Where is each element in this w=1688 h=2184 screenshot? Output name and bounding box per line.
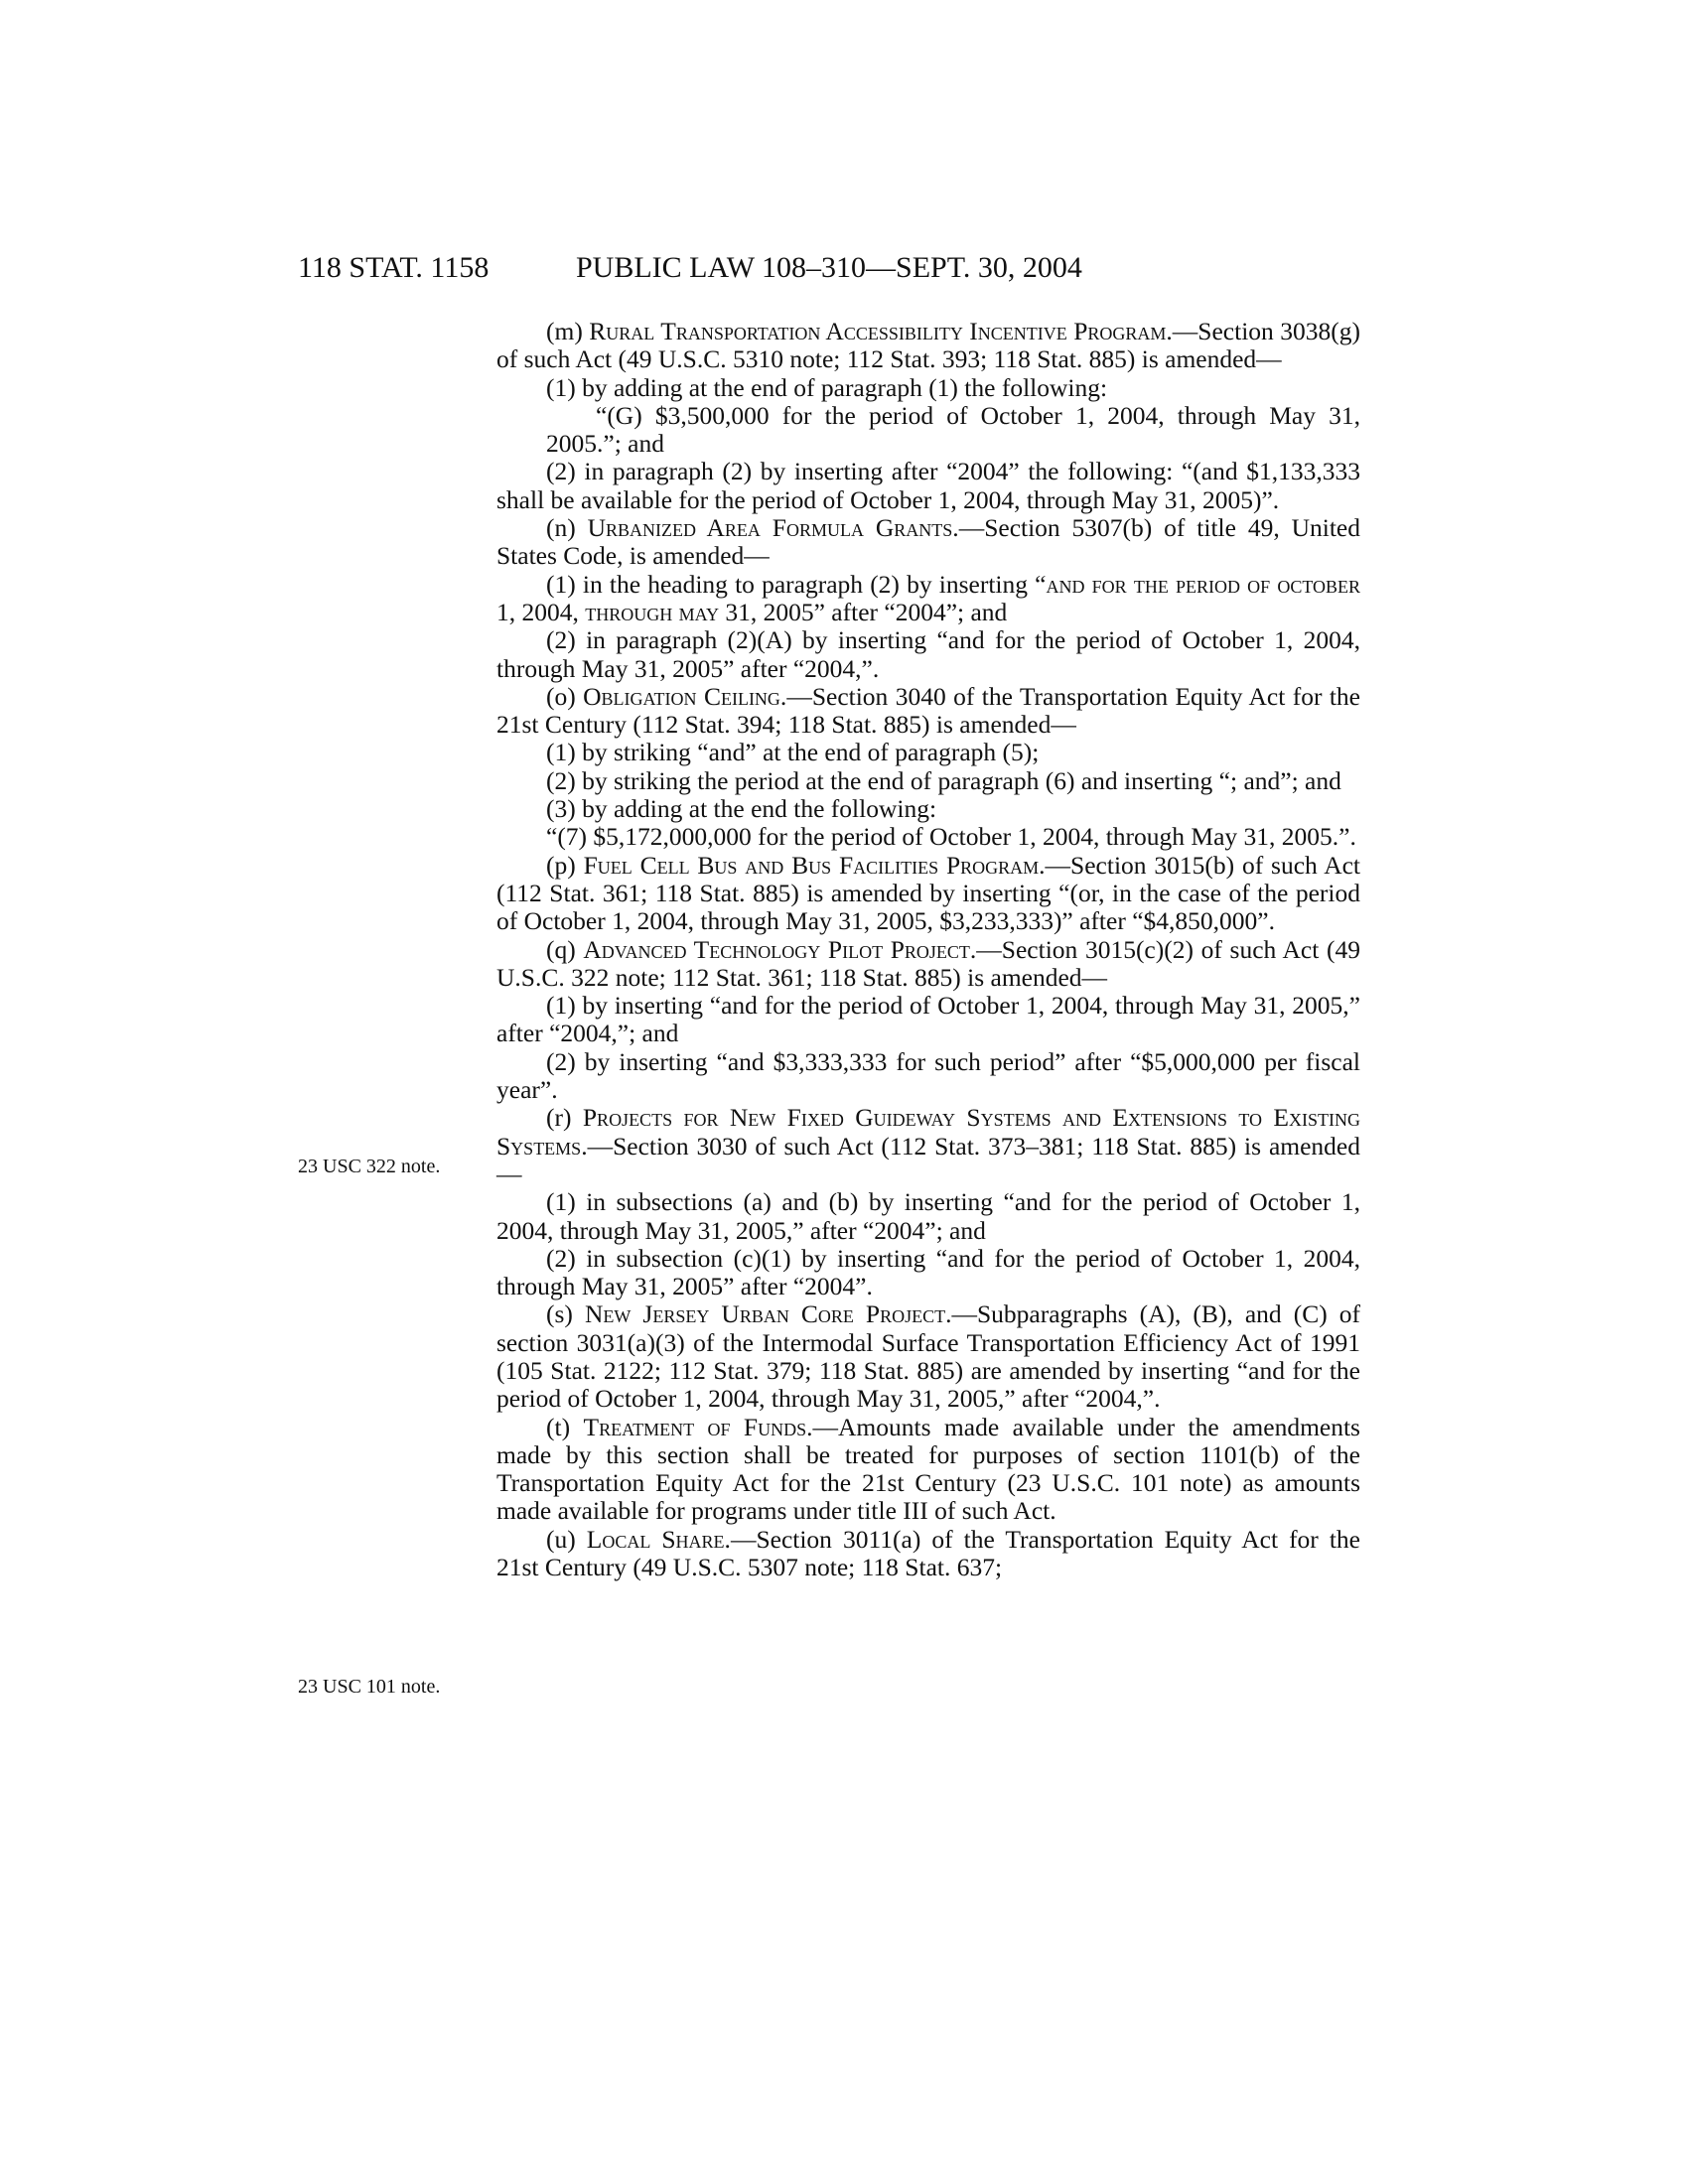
margin-note-101: 23 USC 101 note. (298, 1676, 441, 1698)
subsection-m-2: (2) in paragraph (2) by inserting after “2004” the following: “(and $1,133,333 shall be available for the period of October 1, 2004, through May 31, 2005)”. (496, 457, 1360, 514)
public-law-title: PUBLIC LAW 108–310—SEPT. 30, 2004 (576, 251, 1082, 284)
subsection-n-2: (2) in paragraph (2)(A) by inserting “and for the period of October 1, 2004, through May 31, 2005” after “2004,”. (496, 625, 1360, 683)
subsection-m-1-G: “(G) $3,500,000 for the period of October 1, 2004, through May 31, 2005.”; and (546, 400, 1360, 459)
subsection-o-1: (1) by striking “and” at the end of paragraph (5); (546, 738, 1040, 767)
page-header (0, 248, 1688, 288)
subsection-t-heading: Treatment of Funds. (583, 1412, 813, 1441)
subsection-q-heading: Advanced Technology Pilot Project. (583, 934, 977, 964)
subsection-o-3-7: “(7) $5,172,000,000 for the period of October 1, 2004, through May 31, 2005.”. (546, 822, 1356, 852)
subsection-n-1: (1) in the heading to paragraph (2) by inserting “and for the period of october 1, 2004, through may 31, 2005” after “2004”; and (496, 569, 1360, 626)
statute-citation: 118 STAT. 1158 (298, 251, 490, 284)
subsection-n: (n) Urbanized Area Formula Grants.—Section 5307(b) of title 49, United States Code, is amended— (496, 513, 1361, 571)
subsection-s-heading: New Jersey Urban Core Project. (584, 1299, 952, 1329)
subsection-p: (p) Fuel Cell Bus and Bus Facilities Program.—Section 3015(b) of such Act (112 Stat. 361; 118 Stat. 885) is amended by inserting “(or, in the case of the period of October 1, 2004, through May 31, 2005, $3,233,333)” after “$4,850,000”. (496, 850, 1361, 936)
subsection-t: (t) Treatment of Funds.—Amounts made available under the amendments made by this section shall be treated for purposes of section 1101(b) of the Transportation Equity Act for the 21st Century (23 U.S.C. 101 note) as amounts made available for programs under title III of such Act. (496, 1412, 1360, 1526)
subsection-u: (u) Local Share.—Section 3011(a) of the Transportation Equity Act for the 21st Century (49 U.S.C. 5307 note; 118 Stat. 637; (496, 1524, 1360, 1582)
subsection-o-2: (2) by striking the period at the end of paragraph (6) and inserting “; and”; and (546, 765, 1341, 795)
subsection-q-2: (2) by inserting “and $3,333,333 for such period” after “$5,000,000 per fiscal year”. (496, 1046, 1360, 1105)
subsection-p-heading: Fuel Cell Bus and Bus Facilities Program. (583, 850, 1046, 880)
subsection-o-heading: Obligation Ceiling. (583, 681, 787, 711)
subsection-o: (o) Obligation Ceiling.—Section 3040 of the Transportation Equity Act for the 21st Century (112 Stat. 394; 118 Stat. 885) is amended— (496, 681, 1360, 740)
subsection-n-heading: Urbanized Area Formula Grants. (587, 513, 959, 543)
subsection-r-heading: Projects for New Fixed Guideway Systems and Extensions to Existing Systems. (496, 1103, 1360, 1160)
subsection-m-heading: Rural Transportation Accessibility Incentive Program. (589, 317, 1173, 345)
subsection-q-1: (1) by inserting “and for the period of October 1, 2004, through May 31, 2005,” after “2004,”; and (496, 991, 1360, 1048)
subsection-r-1: (1) in subsections (a) and (b) by inserting “and for the period of October 1, 2004, through May 31, 2005,” after “2004”; and (496, 1187, 1360, 1245)
body-text (496, 318, 1360, 1581)
subsection-q: (q) Advanced Technology Pilot Project.—Section 3015(c)(2) of such Act (49 U.S.C. 322 note; 112 Stat. 361; 118 Stat. 885) is amended— (496, 934, 1360, 992)
subsection-s: (s) New Jersey Urban Core Project.—Subparagraphs (A), (B), and (C) of section 3031(a)(3) of the Intermodal Surface Transportation Efficiency Act of 1991 (105 Stat. 2122; 112 Stat. 379; 118 Stat. 885) are amended by inserting “and for the period of October 1, 2004, through May 31, 2005,” after “2004,”. (496, 1299, 1360, 1414)
subsection-m-1: (1) by adding at the end of paragraph (1) the following: (546, 372, 1108, 402)
subsection-r: (r) Projects for New Fixed Guideway Systems and Extensions to Existing Systems.—Section 3030 of such Act (112 Stat. 373–381; 118 Stat. 885) is amended— (496, 1103, 1360, 1188)
subsection-o-3: (3) by adding at the end the following: (546, 794, 937, 824)
subsection-r-2: (2) in subsection (c)(1) by inserting “and for the period of October 1, 2004, through May 31, 2005” after “2004”. (496, 1243, 1360, 1301)
margin-note-322: 23 USC 322 note. (298, 1156, 441, 1177)
subsection-u-heading: Local Share. (586, 1524, 731, 1554)
subsection-m: (m) Rural Transportation Accessibility Incentive Program.—Section 3038(g) of such Act (49 U.S.C. 5310 note; 112 Stat. 393; 118 Stat. 885) is amended— (496, 317, 1360, 374)
